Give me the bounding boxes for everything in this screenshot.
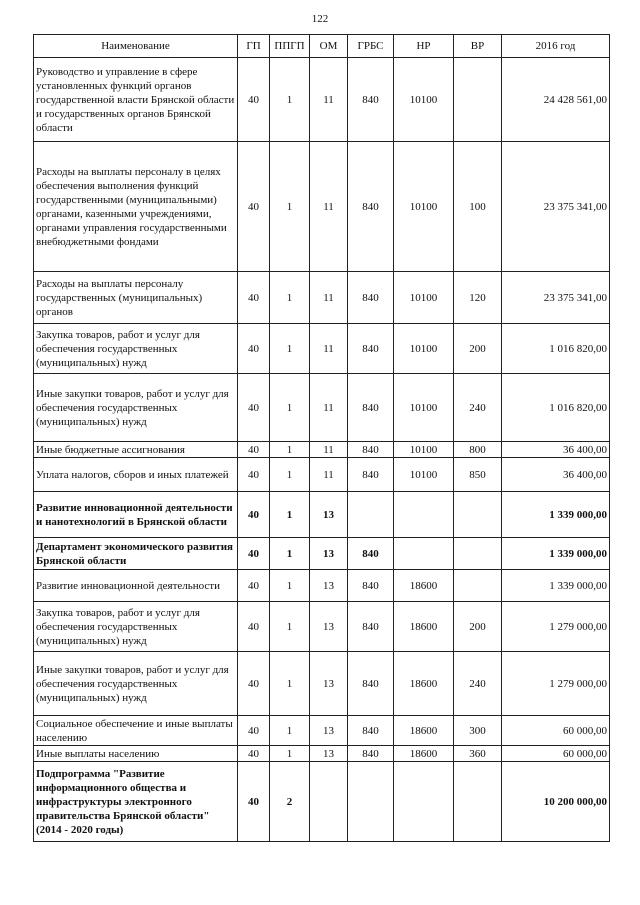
cell-om: 11 — [310, 58, 348, 142]
cell-vr: 800 — [454, 442, 502, 458]
table-header-row — [34, 35, 610, 58]
col-header-ppgp: ППГП — [270, 35, 310, 58]
cell-nr: 10100 — [394, 58, 454, 142]
cell-nr: 10100 — [394, 458, 454, 492]
cell-nr: 18600 — [394, 652, 454, 716]
cell-gp: 40 — [238, 442, 270, 458]
cell-ppgp: 1 — [270, 716, 310, 746]
cell-amount: 1 016 820,00 — [502, 374, 610, 442]
cell-om: 13 — [310, 492, 348, 538]
cell-name: Развитие инновационной деятельности — [34, 570, 238, 602]
cell-nr: 18600 — [394, 716, 454, 746]
col-header-name: Наименование — [34, 35, 238, 58]
cell-nr — [394, 538, 454, 570]
cell-om: 13 — [310, 602, 348, 652]
cell-nr: 18600 — [394, 746, 454, 762]
cell-nr: 10100 — [394, 272, 454, 324]
col-header-year: 2016 год — [502, 35, 610, 58]
cell-grbs: 840 — [348, 458, 394, 492]
cell-om: 13 — [310, 746, 348, 762]
table-row — [34, 442, 610, 458]
cell-name: Социальное обеспечение и иные выплаты населению — [34, 716, 238, 746]
cell-om: 11 — [310, 142, 348, 272]
cell-name: Закупка товаров, работ и услуг для обеспечения государственных (муниципальных) нужд — [34, 324, 238, 374]
cell-amount: 60 000,00 — [502, 716, 610, 746]
cell-gp: 40 — [238, 762, 270, 842]
cell-om: 11 — [310, 272, 348, 324]
cell-nr: 10100 — [394, 442, 454, 458]
table-row — [34, 58, 610, 142]
cell-gp: 40 — [238, 458, 270, 492]
cell-gp: 40 — [238, 538, 270, 570]
cell-gp: 40 — [238, 58, 270, 142]
cell-nr: 18600 — [394, 570, 454, 602]
col-header-om: ОМ — [310, 35, 348, 58]
cell-amount: 36 400,00 — [502, 458, 610, 492]
cell-grbs: 840 — [348, 58, 394, 142]
cell-grbs — [348, 762, 394, 842]
cell-nr — [394, 762, 454, 842]
cell-amount: 23 375 341,00 — [502, 272, 610, 324]
cell-ppgp: 1 — [270, 58, 310, 142]
cell-grbs: 840 — [348, 142, 394, 272]
col-header-vr: ВР — [454, 35, 502, 58]
cell-amount: 60 000,00 — [502, 746, 610, 762]
cell-grbs: 840 — [348, 538, 394, 570]
table-row — [34, 602, 610, 652]
cell-nr: 18600 — [394, 602, 454, 652]
cell-nr: 10100 — [394, 324, 454, 374]
cell-name: Развитие инновационной деятельности и нанотехнологий в Брянской области — [34, 492, 238, 538]
table-row — [34, 374, 610, 442]
cell-nr: 10100 — [394, 142, 454, 272]
budget-table — [33, 34, 610, 842]
cell-vr: 100 — [454, 142, 502, 272]
cell-name: Иные закупки товаров, работ и услуг для обеспечения государственных (муниципальных) нужд — [34, 652, 238, 716]
cell-nr: 10100 — [394, 374, 454, 442]
table-row — [34, 324, 610, 374]
cell-name: Иные бюджетные ассигнования — [34, 442, 238, 458]
cell-vr — [454, 762, 502, 842]
cell-name: Подпрограмма "Развитие информационного общества и инфраструктуры электронного правительства Брянской области" (2014 - 2020 годы) — [34, 762, 238, 842]
cell-om: 13 — [310, 652, 348, 716]
cell-vr — [454, 538, 502, 570]
cell-gp: 40 — [238, 374, 270, 442]
cell-grbs: 840 — [348, 324, 394, 374]
cell-amount: 1 279 000,00 — [502, 652, 610, 716]
cell-amount: 10 200 000,00 — [502, 762, 610, 842]
page-number: 122 — [311, 13, 329, 25]
cell-om: 11 — [310, 458, 348, 492]
cell-vr: 120 — [454, 272, 502, 324]
cell-vr — [454, 492, 502, 538]
cell-grbs: 840 — [348, 570, 394, 602]
cell-ppgp: 1 — [270, 142, 310, 272]
cell-vr: 360 — [454, 746, 502, 762]
table-row — [34, 652, 610, 716]
cell-ppgp: 1 — [270, 538, 310, 570]
cell-ppgp: 1 — [270, 746, 310, 762]
cell-gp: 40 — [238, 602, 270, 652]
cell-ppgp: 1 — [270, 458, 310, 492]
cell-amount: 1 339 000,00 — [502, 538, 610, 570]
table-row — [34, 272, 610, 324]
cell-ppgp: 1 — [270, 442, 310, 458]
cell-grbs — [348, 492, 394, 538]
cell-om: 13 — [310, 716, 348, 746]
cell-name: Департамент экономического развития Брянской области — [34, 538, 238, 570]
cell-name: Уплата налогов, сборов и иных платежей — [34, 458, 238, 492]
cell-grbs: 840 — [348, 652, 394, 716]
cell-vr: 240 — [454, 374, 502, 442]
cell-ppgp: 1 — [270, 374, 310, 442]
col-header-grbs: ГРБС — [348, 35, 394, 58]
table-row — [34, 716, 610, 746]
cell-gp: 40 — [238, 272, 270, 324]
cell-gp: 40 — [238, 142, 270, 272]
cell-grbs: 840 — [348, 746, 394, 762]
table-row — [34, 762, 610, 842]
table-row — [34, 746, 610, 762]
cell-ppgp: 2 — [270, 762, 310, 842]
cell-grbs: 840 — [348, 374, 394, 442]
table-row — [34, 458, 610, 492]
cell-vr — [454, 570, 502, 602]
cell-name: Расходы на выплаты персоналу в целях обеспечения выполнения функций государственными (муниципальными) органами, казенными учреждениями, органами управления государственными внебюджетными фондами — [34, 142, 238, 272]
col-header-gp: ГП — [238, 35, 270, 58]
cell-ppgp: 1 — [270, 324, 310, 374]
cell-om: 11 — [310, 442, 348, 458]
cell-vr: 850 — [454, 458, 502, 492]
cell-ppgp: 1 — [270, 602, 310, 652]
cell-amount: 36 400,00 — [502, 442, 610, 458]
cell-ppgp: 1 — [270, 492, 310, 538]
cell-om: 11 — [310, 374, 348, 442]
cell-vr: 200 — [454, 602, 502, 652]
col-header-nr: НР — [394, 35, 454, 58]
cell-name: Закупка товаров, работ и услуг для обеспечения государственных (муниципальных) нужд — [34, 602, 238, 652]
cell-nr — [394, 492, 454, 538]
cell-grbs: 840 — [348, 716, 394, 746]
cell-om: 11 — [310, 324, 348, 374]
cell-ppgp: 1 — [270, 272, 310, 324]
table-row — [34, 538, 610, 570]
cell-om: 13 — [310, 538, 348, 570]
cell-grbs: 840 — [348, 442, 394, 458]
cell-vr: 200 — [454, 324, 502, 374]
cell-grbs: 840 — [348, 602, 394, 652]
cell-vr: 240 — [454, 652, 502, 716]
cell-amount: 1 016 820,00 — [502, 324, 610, 374]
table-row — [34, 142, 610, 272]
cell-om: 13 — [310, 570, 348, 602]
table-row — [34, 570, 610, 602]
cell-name: Иные выплаты населению — [34, 746, 238, 762]
cell-gp: 40 — [238, 570, 270, 602]
cell-amount: 24 428 561,00 — [502, 58, 610, 142]
cell-amount: 1 339 000,00 — [502, 570, 610, 602]
cell-grbs: 840 — [348, 272, 394, 324]
cell-vr: 300 — [454, 716, 502, 746]
cell-name: Руководство и управление в сфере установленных функций органов государственной власти Брянской области и государственных органов Брянской области — [34, 58, 238, 142]
cell-vr — [454, 58, 502, 142]
cell-gp: 40 — [238, 492, 270, 538]
cell-ppgp: 1 — [270, 652, 310, 716]
cell-amount: 23 375 341,00 — [502, 142, 610, 272]
cell-gp: 40 — [238, 746, 270, 762]
cell-gp: 40 — [238, 324, 270, 374]
cell-gp: 40 — [238, 716, 270, 746]
cell-amount: 1 339 000,00 — [502, 492, 610, 538]
cell-gp: 40 — [238, 652, 270, 716]
cell-name: Расходы на выплаты персоналу государственных (муниципальных) органов — [34, 272, 238, 324]
cell-name: Иные закупки товаров, работ и услуг для обеспечения государственных (муниципальных) нужд — [34, 374, 238, 442]
cell-ppgp: 1 — [270, 570, 310, 602]
cell-om — [310, 762, 348, 842]
table-row — [34, 492, 610, 538]
cell-amount: 1 279 000,00 — [502, 602, 610, 652]
